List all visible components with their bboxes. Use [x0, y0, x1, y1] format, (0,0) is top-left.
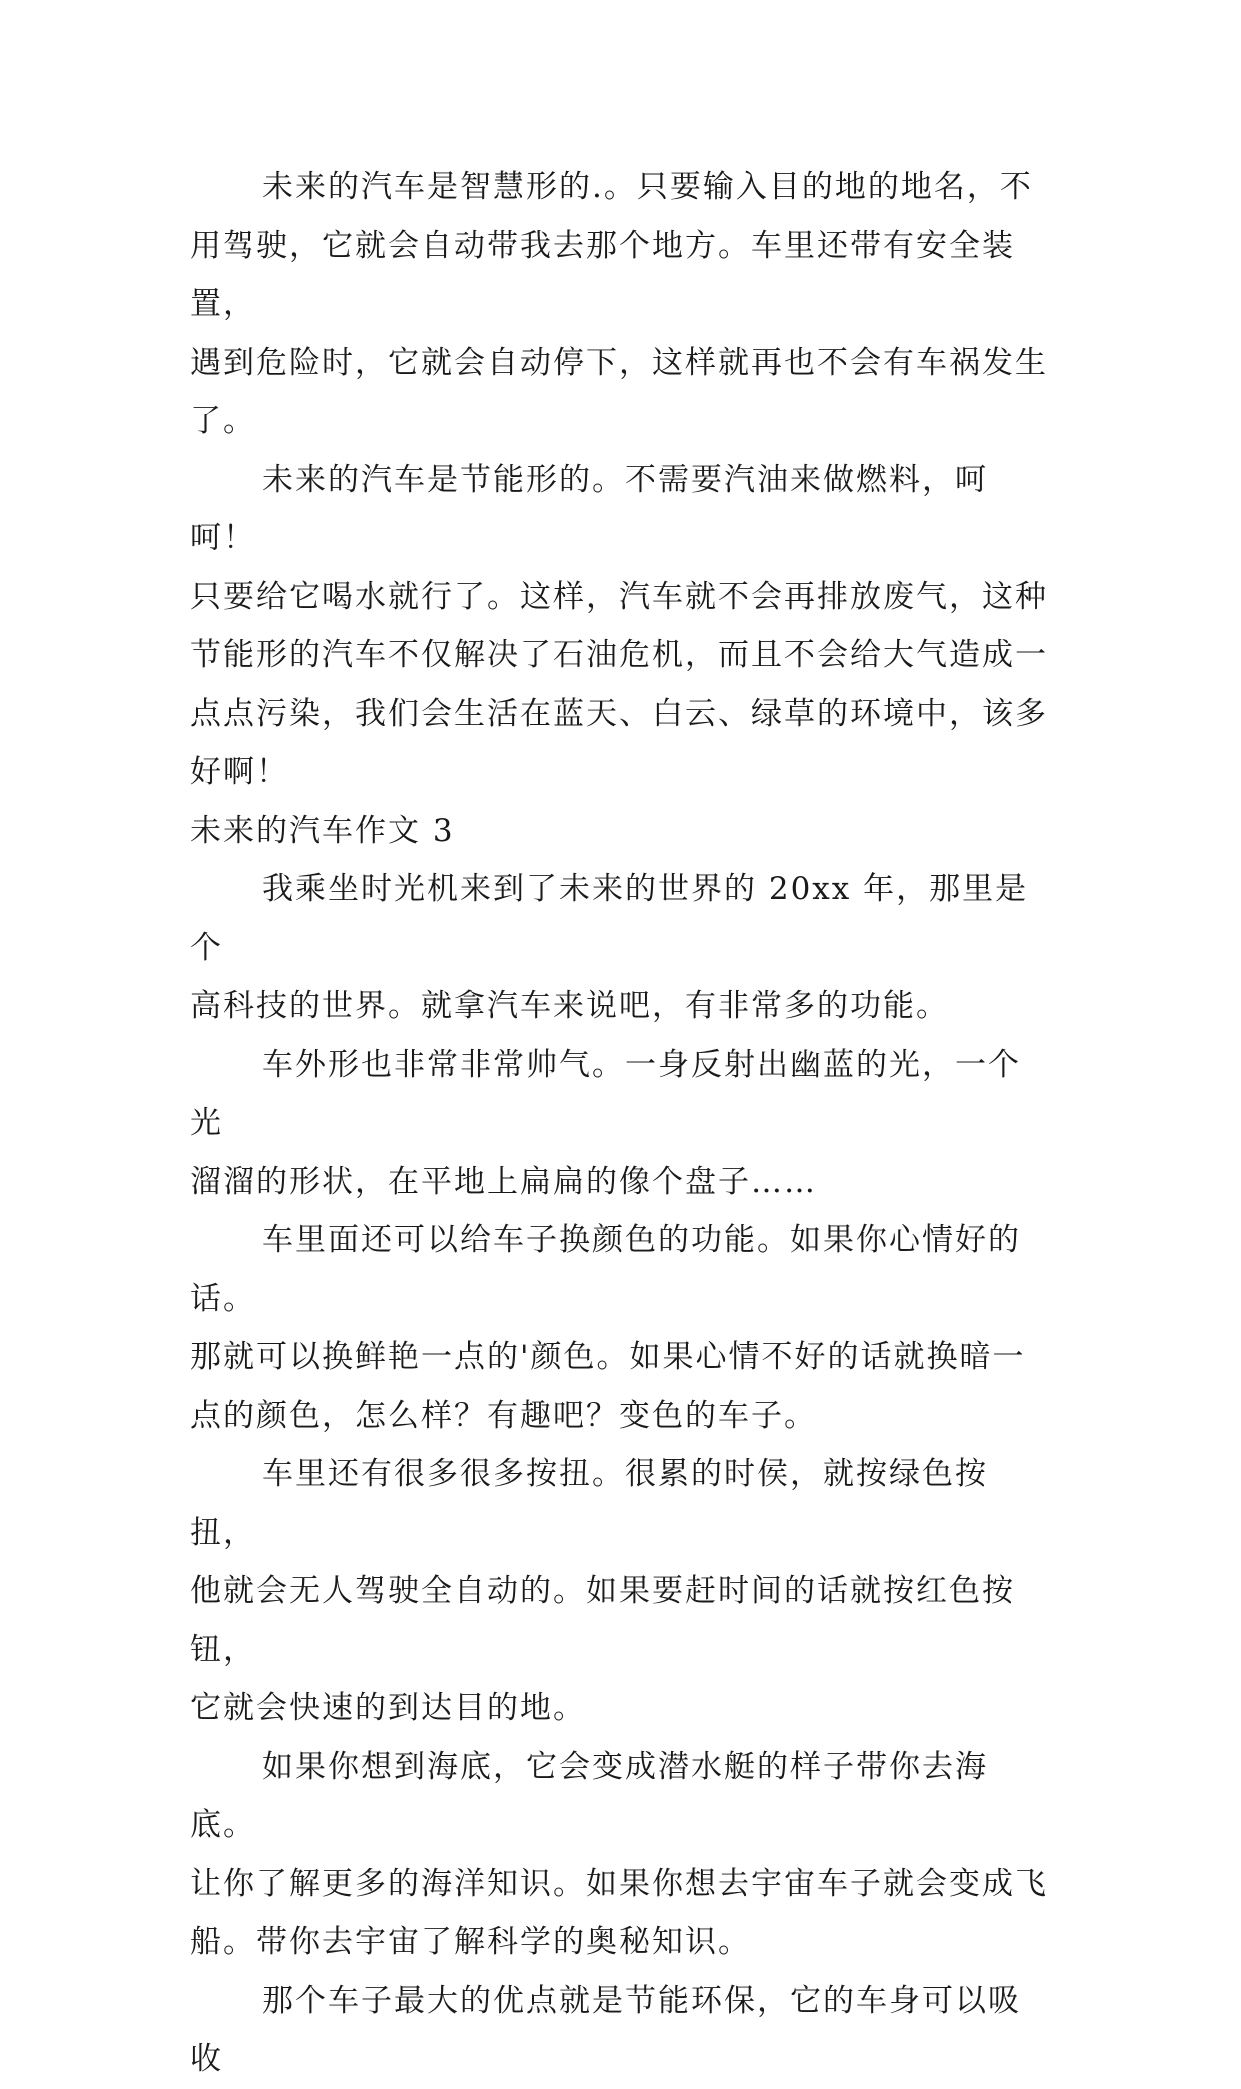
paragraph-buttons: 车里还有很多很多按扭。很累的时侯，就按绿色按扭， 他就会无人驾驶全自动的。如果要赶时间的话就按红色按钮， 它就会快速的到达目的地。: [190, 1456, 1015, 1726]
paragraph-smart-car: 未来的汽车是智慧形的.。只要输入目的地的地名，不 用驾驶，它就会自动带我去那个地方。车里还带有安全装置， 遇到危险时，它就会自动停下，这样就再也不会有车祸发生 了。: [190, 169, 1048, 439]
paragraph-sea-and-space: 如果你想到海底，它会变成潜水艇的样子带你去海底。 让你了解更多的海洋知识。如果你想去宇宙车子就会变成飞 船。带你去宇宙了解科学的奥秘知识。: [190, 1748, 1048, 1960]
paragraph-car-shape: 车外形也非常非常帅气。一身反射出幽蓝的光，一个光 溜溜的形状，在平地上扁扁的像个盘子……: [190, 1046, 1021, 1200]
paragraph-eco-friendly: 那个车子最大的优点就是节能环保，它的车身可以吸收: [190, 1982, 1021, 2077]
paragraph-color-change: 车里面还可以给车子换颜色的功能。如果你心情好的话。 那就可以换鲜艳一点的'颜色。如果心情不好的话就换暗一 点的颜色，怎么样？有趣吧？变色的车子。: [190, 1222, 1026, 1434]
paragraph-energy-saving-car: 未来的汽车是节能形的。不需要汽油来做燃料，呵呵！ 只要给它喝水就行了。这样，汽车就不会再排放废气，这种 节能形的汽车不仅解决了石油危机，而且不会给大气造成一 点点污染，我们会生活在蓝天、白云、绿草的环境中，该多 好啊！: [190, 461, 1048, 790]
document-page: [190, 158, 1050, 2089]
essay-heading: 未来的汽车作文 3: [190, 812, 455, 849]
paragraph-time-machine: 我乘坐时光机来到了未来的世界的 20xx 年，那里是个 高科技的世界。就拿汽车来说吧，有非常多的功能。: [190, 871, 1029, 1024]
